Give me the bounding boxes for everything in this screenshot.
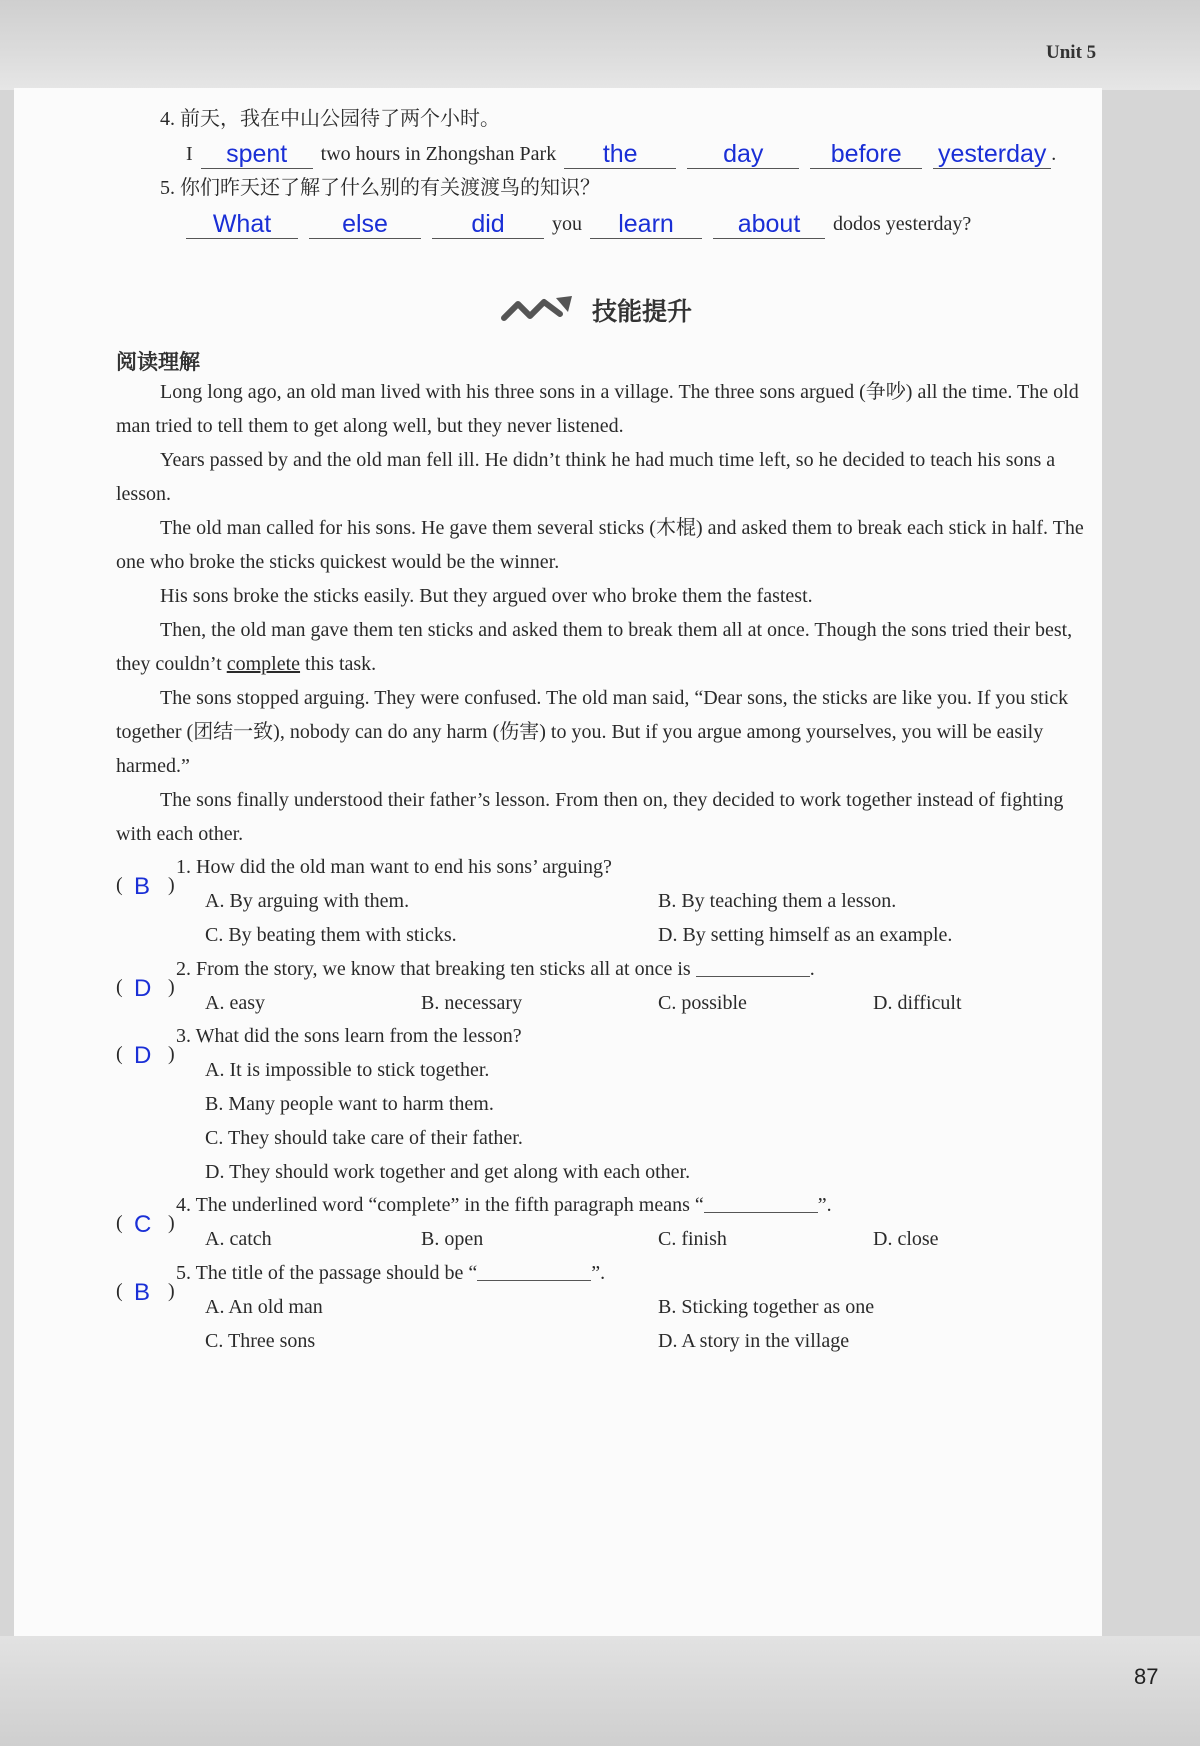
q4-answer-blank-2[interactable]: the — [564, 140, 676, 169]
question-3-stem: 3. What did the sons learn from the lesson? — [176, 1025, 522, 1047]
q5-answer-blank-2[interactable]: else — [309, 210, 421, 239]
question-2: ( D ) 2. From the story, we know that breaking ten sticks all at once is . — [116, 958, 815, 1002]
question-2-option-a: A. easy — [205, 992, 265, 1014]
question-5: ( B ) 5. The title of the passage should be “ ”. — [116, 1262, 606, 1306]
question-4-option-a: A. catch — [205, 1228, 272, 1250]
question-4-option-b: B. open — [421, 1228, 484, 1250]
passage-paragraph-4: His sons broke the sticks easily. But they argued over who broke them the fastest. — [160, 585, 813, 607]
q4-answer-blank-4[interactable]: before — [810, 140, 922, 169]
passage-paragraph-2: Years passed by and the old man fell ill. He didn’t think he had much time left, so he decided to teach his sons a lesson. — [116, 449, 1056, 505]
question-3-option-a: A. It is impossible to stick together. — [205, 1059, 490, 1081]
passage-paragraph-6: The sons stopped arguing. They were confused. The old man said, “Dear sons, the sticks are like you. If you stick together (团结一致), nobody can do any harm (伤害) to you. But if you argue among yourselves, you will be easily harmed.” — [116, 687, 1069, 777]
trend-arrow-icon — [500, 292, 576, 326]
question-1-option-b: B. By teaching them a lesson. — [658, 890, 897, 912]
question-1-option-c: C. By beating them with sticks. — [205, 924, 457, 946]
q4-answer-blank-3[interactable]: day — [687, 140, 799, 169]
q5-answer-blank-5[interactable]: about — [713, 210, 825, 239]
passage-paragraph-7: The sons finally understood their father’s lesson. From then on, they decided to work together instead of fighting with each other. — [116, 789, 1064, 845]
q5-chinese: 你们昨天还了解了什么别的有关渡渡鸟的知识？ — [180, 177, 600, 199]
question-5-option-c: C. Three sons — [205, 1330, 316, 1352]
question-5-stem: 5. The title of the passage should be “ — [176, 1262, 478, 1284]
q5-answer-blank-1[interactable]: What — [186, 210, 298, 239]
question-5-answer: B — [134, 1279, 151, 1306]
unit-label: Unit 5 — [1046, 42, 1097, 63]
underlined-word: complete — [226, 652, 301, 675]
question-1-option-d: D. By setting himself as an example. — [658, 924, 953, 946]
page-top-band — [0, 0, 1200, 90]
question-5-option-a: A. An old man — [205, 1296, 323, 1318]
question-4-option-d: D. close — [873, 1228, 939, 1250]
subsection-title: 阅读理解 — [116, 350, 200, 374]
q4-english-line: I spent two hours in Zhongshan Park the day before yesterday . — [186, 140, 1057, 168]
question-1-answer: B — [134, 873, 151, 900]
question-2-option-d: D. difficult — [873, 992, 962, 1014]
q4-answer-blank-1[interactable]: spent — [201, 140, 313, 169]
question-3: ( D ) 3. What did the sons learn from the lesson? — [116, 1025, 522, 1069]
q4-middle-text: two hours in Zhongshan Park — [320, 143, 557, 165]
question-3-option-d: D. They should work together and get along with each other. — [205, 1161, 691, 1183]
question-2-stem: 2. From the story, we know that breaking ten sticks all at once is — [176, 958, 691, 980]
question-5-option-b: B. Sticking together as one — [658, 1296, 875, 1318]
question-1-stem: 1. How did the old man want to end his sons’ arguing? — [176, 856, 612, 878]
question-2-blank — [696, 958, 810, 977]
page-number: 87 — [1134, 1664, 1159, 1689]
question-3-answer: D — [134, 1042, 152, 1069]
question-4-option-c: C. finish — [658, 1228, 727, 1250]
question-2-option-c: C. possible — [658, 992, 747, 1014]
passage-paragraph-5: Then, the old man gave them ten sticks and asked them to break them all at once. Though the sons tried their best, they couldn’t complete this task. — [116, 619, 1073, 675]
q5-english-line: What else did you learn about dodos yesterday? — [186, 210, 971, 239]
question-4-answer: C — [134, 1211, 152, 1238]
section-title: 技能提升 — [592, 297, 693, 326]
question-3-option-c: C. They should take care of their father. — [205, 1127, 523, 1149]
page-bottom-band — [0, 1636, 1200, 1746]
question-1: ( B ) 1. How did the old man want to end his sons’ arguing? — [116, 856, 612, 900]
section-header — [500, 288, 720, 328]
question-4-blank — [704, 1194, 818, 1213]
question-2-option-b: B. necessary — [421, 992, 523, 1014]
question-5-option-d: D. A story in the village — [658, 1330, 850, 1352]
question-3-option-b: B. Many people want to harm them. — [205, 1093, 494, 1115]
q5-chinese-line: 5. 你们昨天还了解了什么别的有关渡渡鸟的知识？ — [160, 177, 600, 199]
q4-chinese: 前天，我在中山公园待了两个小时。 — [180, 108, 500, 130]
question-5-blank — [477, 1262, 591, 1281]
passage-paragraph-3: The old man called for his sons. He gave them several sticks (木棍) and asked them to break each stick in half. The one who broke the sticks quickest would be the winner. — [116, 517, 1084, 573]
q5-answer-blank-4[interactable]: learn — [590, 210, 702, 239]
question-4: ( C ) 4. The underlined word “complete” in the fifth paragraph means “ ”. — [116, 1194, 832, 1238]
question-4-stem: 4. The underlined word “complete” in the fifth paragraph means “ — [176, 1194, 704, 1216]
q4-chinese-line: 4. 前天，我在中山公园待了两个小时。 — [160, 108, 500, 130]
q5-answer-blank-3[interactable]: did — [432, 210, 544, 239]
q4-answer-blank-5[interactable]: yesterday — [933, 140, 1051, 169]
question-2-answer: D — [134, 975, 152, 1002]
question-1-option-a: A. By arguing with them. — [205, 890, 410, 912]
passage-paragraph-1: Long long ago, an old man lived with his three sons in a village. The three sons argued (争吵) all the time. The old man tried to tell them to get along well, but they never listened. — [116, 381, 1079, 437]
